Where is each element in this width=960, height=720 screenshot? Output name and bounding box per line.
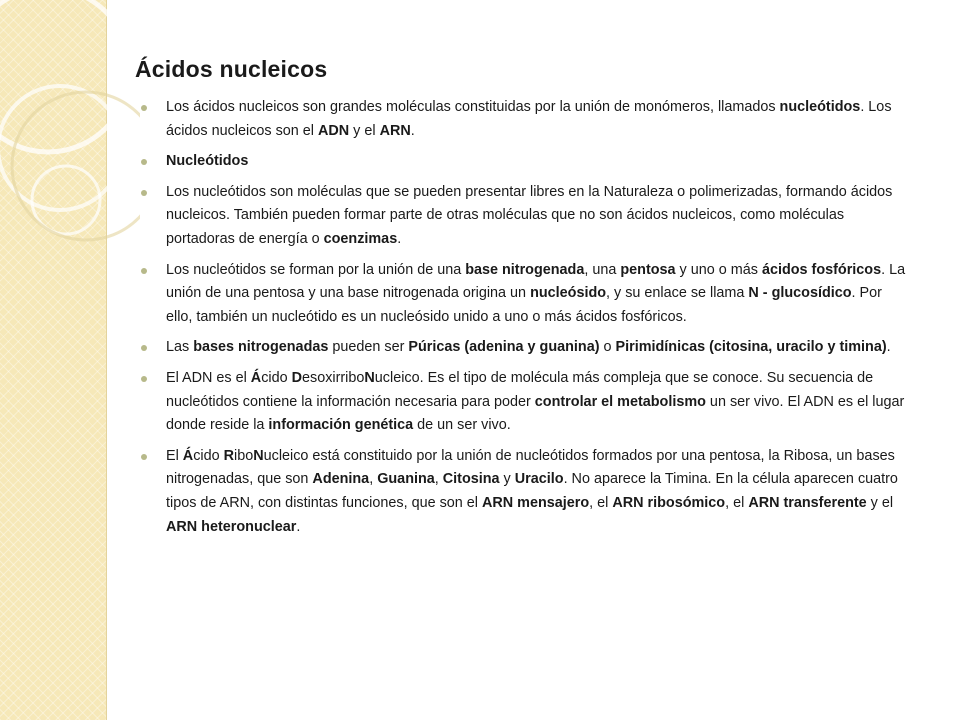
bullet-dot-icon — [141, 345, 147, 351]
bullet-dot-icon — [141, 268, 147, 274]
text-segment: . — [397, 230, 402, 247]
bold-text: N — [364, 369, 375, 386]
text-segment: Las — [166, 339, 194, 356]
bold-text: R — [223, 447, 235, 464]
bold-text: controlar el metabolismo — [534, 393, 706, 410]
bold-text: nucleótidos — [779, 99, 861, 115]
text-segment: y — [499, 471, 515, 488]
text-segment: ibo — [234, 447, 254, 464]
text-segment: y el — [866, 494, 894, 511]
slide-title: Ácidos nucleicos — [135, 56, 328, 82]
bold-text: pentosa — [620, 261, 676, 278]
text-segment: . Los ácidos nucleicos son el — [166, 99, 892, 139]
text-segment: El — [166, 447, 183, 464]
text-segment: o — [599, 339, 616, 356]
text-segment: Los nucleótidos se forman por la unión de una — [166, 261, 466, 278]
bold-text: ARN mensajero — [481, 494, 590, 511]
text-segment: , — [434, 471, 443, 488]
text-segment: ucleico está constituido por la unión de nucleótidos formados por una pentosa, la Ribosa, un bases nitrogenadas, que son — [166, 447, 895, 488]
text-segment: . — [410, 122, 415, 139]
bold-text: Á — [182, 447, 194, 464]
bold-text: nucleósido — [530, 285, 607, 302]
bold-text: ácidos fosfóricos — [761, 261, 882, 278]
text-segment: un ser vivo. El ADN es el lugar donde reside la — [166, 393, 905, 434]
decorative-side-panel — [0, 0, 107, 720]
text-segment: cido — [261, 369, 292, 386]
bold-text: ADN — [318, 122, 350, 139]
bold-text: ARN ribosómico — [612, 494, 726, 511]
bold-text: Adenina — [312, 471, 370, 488]
bold-text: bases nitrogenadas — [193, 339, 329, 356]
text-segment: . — [886, 339, 891, 356]
text-segment: . No aparece la Timina. En la célula aparecen cuatro tipos de ARN, con distintas funciones, que son el — [166, 471, 898, 511]
bullet-dot-icon — [141, 454, 147, 460]
text-segment: , el — [725, 494, 749, 511]
bold-text: Púricas (adenina y guanina) — [408, 339, 600, 356]
text-segment: esoxirribo — [302, 369, 365, 386]
bold-text: información genética — [268, 417, 414, 434]
text-segment: . La unión de una pentosa y una base nitrogenada origina un — [166, 261, 906, 302]
text-segment: , el — [589, 494, 613, 511]
bullet-dot-icon — [141, 105, 147, 111]
bold-text: D — [291, 369, 302, 386]
bold-text: Guanina — [377, 471, 435, 488]
text-segment: pueden ser — [328, 339, 409, 356]
bold-text: ARN — [379, 122, 411, 139]
bullet-dot-icon — [141, 190, 147, 196]
bullet-dot-icon — [141, 376, 147, 382]
text-segment: . — [296, 518, 301, 535]
bold-text: Citosina — [442, 471, 500, 488]
bullet-item — [141, 367, 911, 438]
text-segment: , una — [584, 261, 621, 278]
bullet-list — [141, 96, 911, 546]
bold-text: Pirimidínicas (citosina, uracilo y timina) — [615, 339, 887, 356]
bold-text: ARN transferente — [748, 494, 867, 511]
bullet-dot-icon — [141, 159, 147, 165]
text-segment: y el — [349, 122, 380, 139]
bullet-item — [141, 181, 911, 252]
bullet-item — [141, 259, 911, 330]
text-segment: cido — [193, 447, 224, 464]
text-segment: y uno o más — [675, 261, 762, 278]
text-segment: . Por ello, también un nucleótido es un nucleósido unido a uno o más ácidos fosfóricos. — [166, 285, 882, 325]
bold-text: Uracilo — [514, 471, 564, 488]
bullet-item — [141, 96, 911, 143]
bold-text: N - glucosídico — [748, 285, 852, 302]
bullet-item — [141, 150, 911, 174]
bold-text: base nitrogenada — [465, 261, 585, 278]
bold-text: ARN heteronuclear — [166, 518, 297, 535]
bullet-item — [141, 336, 911, 360]
bullet-item — [141, 445, 911, 539]
bold-text: N — [253, 447, 264, 464]
text-segment: Los ácidos nucleicos son grandes moléculas constituidas por la unión de monómeros, llamados — [166, 99, 780, 115]
text-segment: Los nucleótidos son moléculas que se pueden presentar libres en la Naturaleza o polimerizadas, formando ácidos nucleicos. También pueden formar parte de otras moléculas que no son ácidos nucleicos, como moléculas portadoras de energía o — [166, 183, 893, 247]
text-segment: de un ser vivo. — [413, 417, 511, 434]
text-segment: , y su enlace se llama — [606, 285, 749, 302]
bold-text: coenzimas — [323, 230, 398, 247]
text-segment: , — [369, 471, 378, 488]
text-segment: ucleico. Es el tipo de molécula más compleja que se conoce. Su secuencia de nucleótidos contiene la información necesaria para poder — [166, 369, 874, 410]
bold-text: Nucleótidos — [166, 153, 249, 170]
decorative-circles-graphic — [0, 0, 140, 720]
text-segment: El ADN es el — [166, 369, 251, 386]
bold-text: Á — [250, 369, 262, 386]
